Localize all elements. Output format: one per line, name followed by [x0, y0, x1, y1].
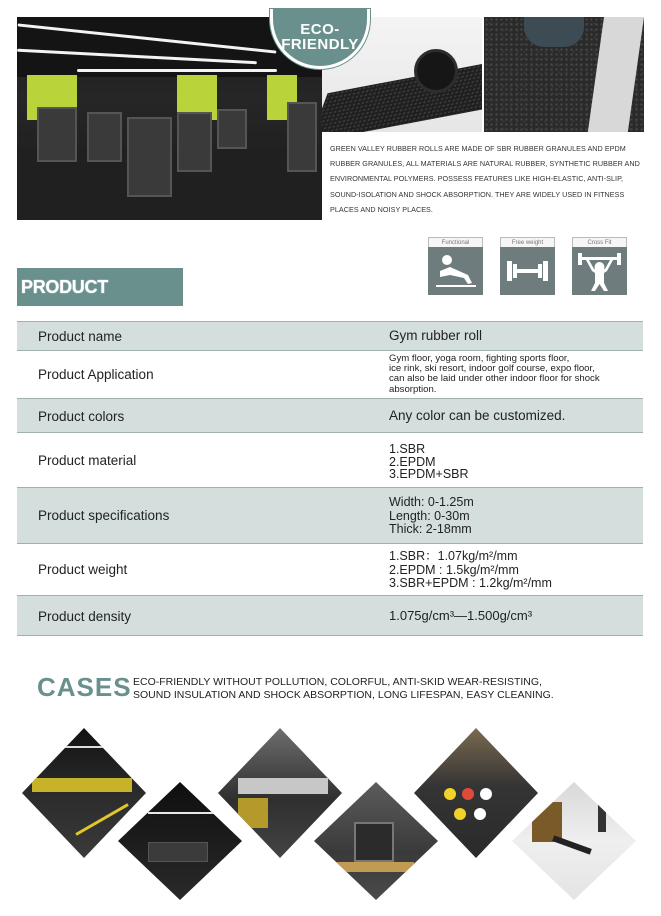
- row-value: Width: 0-1.25m Length: 0-30m Thick: 2-18mm: [389, 495, 474, 536]
- table-row: [17, 398, 643, 432]
- badge-line-2: FRIENDLY: [281, 36, 359, 53]
- row-key: Product specifications: [38, 508, 170, 523]
- intro-paragraph: GREEN VALLEY RUBBER ROLLS ARE MADE OF SBR RUBBER GRANULES AND EPDM RUBBER GRANULES, ALL MATERIALS ARE NATURAL RUBBER, SYNTHETIC RUBBER AND ENVIRONMENTAL POLYMERS. POSSESS FEATURES LIKE HIGH-ELASTIC, ANTI-SLIP, SOUND-ISOLATION AND SHOCK ABSORPTION. THEY ARE WIDELY USED IN FITNESS PLACES AND NOISY PLACES.: [330, 144, 640, 214]
- row-key: Product material: [38, 453, 137, 468]
- row-value: Gym rubber roll: [389, 328, 483, 343]
- functional-training-icon: [428, 247, 483, 295]
- table-row: [17, 595, 643, 636]
- row-key: Product Application: [38, 367, 154, 382]
- table-row: [17, 432, 643, 487]
- table-row: [17, 350, 643, 398]
- feature-cross-fit: [572, 237, 627, 295]
- row-value: Gym floor, yoga room, fighting sports floor, ice rink, ski resort, indoor golf course, expo floor, can also be laid under other indoor floor for shock absorption.: [389, 353, 600, 395]
- feature-label: Cross Fit: [572, 237, 627, 247]
- weightlifter-icon: [572, 247, 627, 295]
- row-value: 1.075g/cm³—1.500g/cm³: [389, 608, 533, 623]
- feature-label: Functional: [428, 237, 483, 247]
- feature-label: Free weight: [500, 237, 555, 247]
- feature-free-weight: [500, 237, 555, 295]
- row-value: 1.SBR 2.EPDM 3.EPDM+SBR: [389, 442, 469, 481]
- row-key: Product colors: [38, 409, 125, 424]
- row-key: Product weight: [38, 562, 128, 577]
- row-value: Any color can be customized.: [389, 408, 566, 423]
- row-key: Product density: [38, 609, 132, 624]
- cases-description: ECO-FRIENDLY WITHOUT POLLUTION, COLORFUL, ANTI-SKID WEAR-RESISTING, SOUND INSULATION AND SHOCK ABSORPTION, LONG LIFESPAN, EASY CLEANING.: [133, 676, 554, 701]
- barbell-icon: [500, 247, 555, 295]
- rubber-floor-closeup-photo: [484, 17, 644, 132]
- badge-line-1: ECO-: [300, 21, 340, 38]
- table-row: [17, 543, 643, 595]
- table-row: [17, 487, 643, 543]
- feature-functional: [428, 237, 483, 295]
- product-details-heading: PRODUCT: [17, 268, 183, 306]
- cases-heading: CASES: [37, 672, 132, 702]
- row-key: Product name: [38, 329, 123, 344]
- table-row: [17, 321, 643, 350]
- row-value: 1.SBR：1.07kg/m²/mm 2.EPDM : 1.5kg/m²/mm 3.SBR+EPDM : 1.2kg/m²/mm: [389, 549, 552, 590]
